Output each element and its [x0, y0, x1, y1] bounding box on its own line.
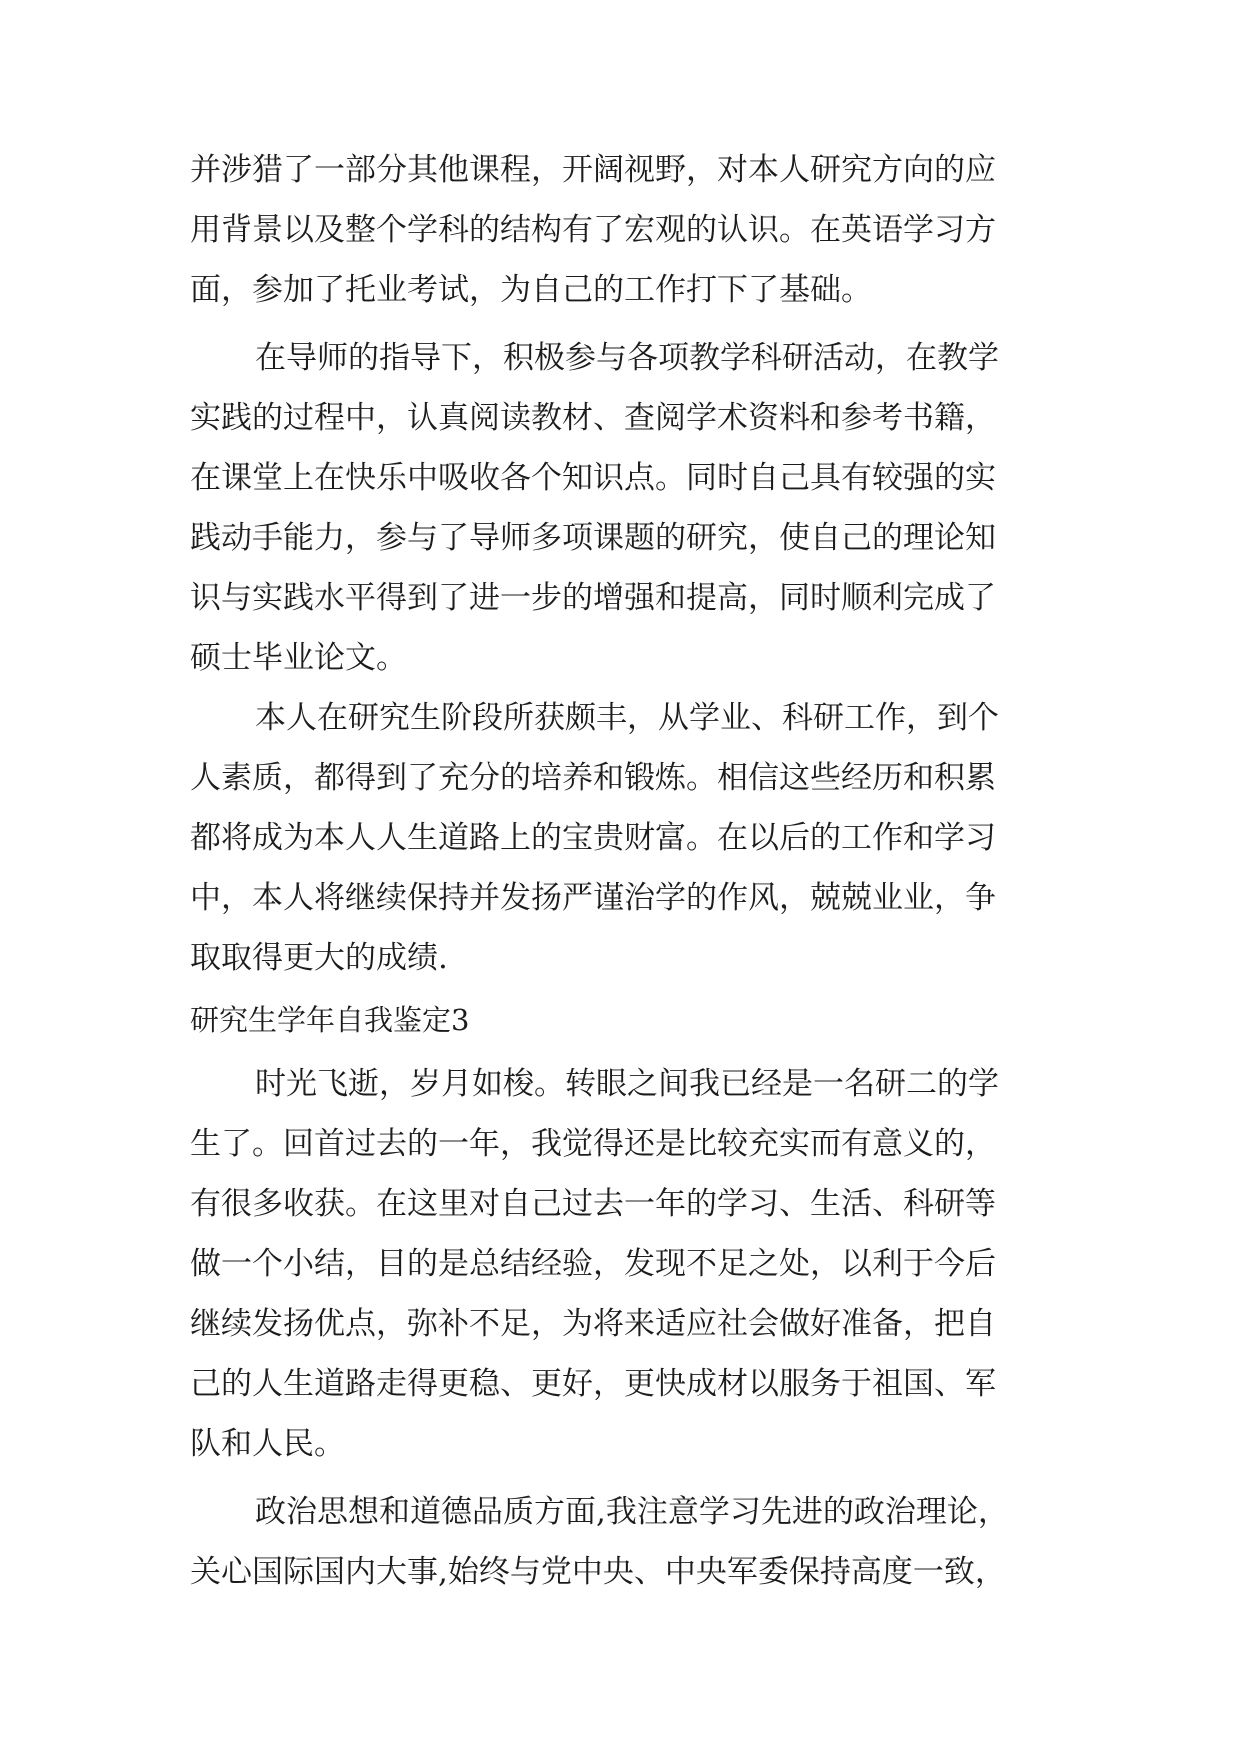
section-heading: 研究生学年自我鉴定3 — [190, 1003, 470, 1037]
body-text-line: 人素质，都得到了充分的培养和锻炼。相信这些经历和积累 — [190, 760, 996, 796]
body-text-line: 用背景以及整个学科的结构有了宏观的认识。在英语学习方 — [190, 212, 996, 248]
body-text-line: 识与实践水平得到了进一步的增强和提高，同时顺利完成了 — [190, 580, 996, 616]
body-text-line: 面，参加了托业考试，为自己的工作打下了基础。 — [190, 272, 872, 308]
body-text-line: 硕士毕业论文。 — [190, 640, 407, 676]
body-text-line: 队和人民。 — [190, 1426, 345, 1462]
body-text-line: 生了。回首过去的一年，我觉得还是比较充实而有意义的， — [190, 1126, 996, 1162]
body-text-line: 在课堂上在快乐中吸收各个知识点。同时自己具有较强的实 — [190, 460, 996, 496]
body-text-line: 践动手能力，参与了导师多项课题的研究，使自己的理论知 — [190, 520, 996, 556]
body-text-line: 有很多收获。在这里对自己过去一年的学习、生活、科研等 — [190, 1186, 996, 1222]
body-text-line: 关心国际国内大事,始终与党中央、中央军委保持高度一致， — [190, 1554, 1006, 1590]
body-text-line: 己的人生道路走得更稳、更好，更快成材以服务于祖国、军 — [190, 1366, 996, 1402]
body-text-line: 实践的过程中，认真阅读教材、查阅学术资料和参考书籍， — [190, 400, 996, 436]
body-text-line: 并涉猎了一部分其他课程，开阔视野，对本人研究方向的应 — [190, 152, 996, 188]
paragraph-first-line: 政治思想和道德品质方面,我注意学习先进的政治理论， — [255, 1494, 1009, 1530]
body-text-line: 继续发扬优点，弥补不足，为将来适应社会做好准备，把自 — [190, 1306, 996, 1342]
body-text-line: 中，本人将继续保持并发扬严谨治学的作风，兢兢业业，争 — [190, 880, 996, 916]
body-text-line: 做一个小结，目的是总结经验，发现不足之处，以利于今后 — [190, 1246, 996, 1282]
paragraph-first-line: 在导师的指导下，积极参与各项教学科研活动，在教学 — [255, 340, 999, 376]
body-text-line: 取取得更大的成绩. — [190, 940, 448, 976]
paragraph-first-line: 本人在研究生阶段所获颇丰，从学业、科研工作，到个 — [255, 700, 999, 736]
body-text-line: 都将成为本人人生道路上的宝贵财富。在以后的工作和学习 — [190, 820, 996, 856]
paragraph-first-line: 时光飞逝，岁月如梭。转眼之间我已经是一名研二的学 — [255, 1066, 999, 1102]
